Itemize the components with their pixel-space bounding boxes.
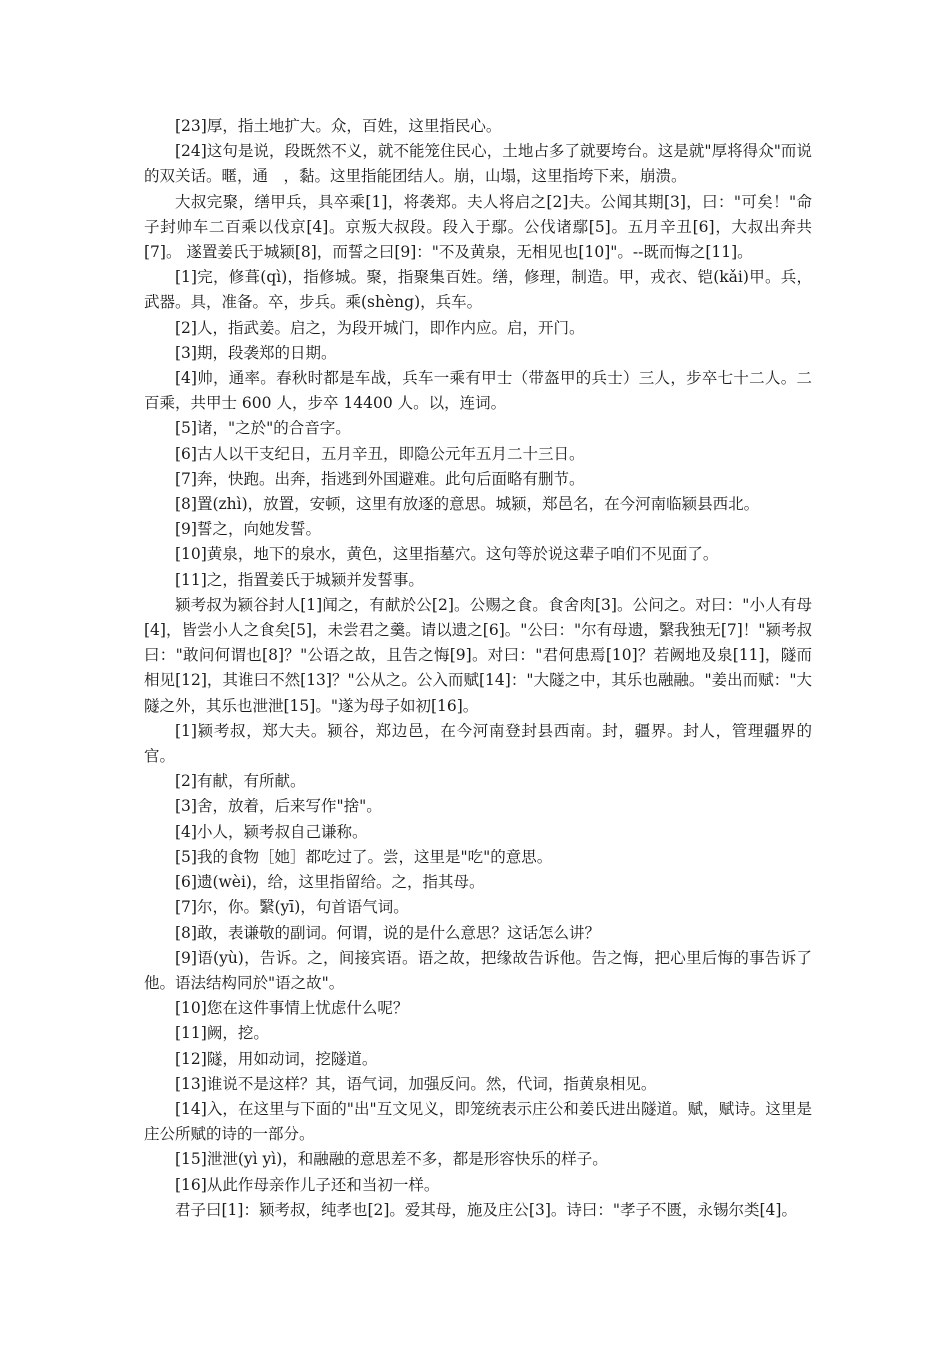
paragraph: [8]敢，表谦敬的副词。何谓，说的是什么意思？这话怎么讲？	[175, 923, 600, 942]
paragraph: [11]之，指置姜氏于城颍并发誓事。	[175, 570, 424, 589]
paragraph: [15]泄泄(yì yì)，和融融的意思差不多，都是形容快乐的样子。	[175, 1150, 608, 1169]
paragraph: [2]有献，有所献。	[175, 772, 306, 791]
paragraph: [8]置(zhì)，放置，安顿，这里有放逐的意思。城颍，郑邑名，在今河南临颍县西北。	[175, 495, 760, 514]
paragraph: [23]厚，指土地扩大。众，百姓，这里指民心。	[175, 117, 502, 135]
paragraph: 颍考叔为颍谷封人[1]闻之，有献於公[2]。公赐之食。食舍肉[3]。公问之。对曰："小人有母[4]，皆尝小人之食矣[5]，未尝君之羹。请以遗之[6]。"公曰："尔有母遗，繄我独无[7]！"颍考叔曰："敢问何谓也[8]？"公语之故，且告之悔[9]。对曰："君何患焉[10]？若阙地及泉[11]，隧而相见[12]，其谁曰不然[13]？"公从之。公入而赋[14]："大隧之中，其乐也融融。"姜出而赋："大隧之外，其乐也泄泄[15]。"遂为母子如初[16]。	[144, 595, 812, 715]
paragraph: [3]期，段袭郑的日期。	[175, 343, 337, 362]
document-page	[144, 114, 812, 1223]
paragraph: [2]人，指武姜。启之，为段开城门，即作内应。启，开门。	[175, 318, 585, 337]
paragraph: [9]誓之，向她发誓。	[175, 520, 321, 539]
paragraph: [10]黄泉，地下的泉水，黄色，这里指墓穴。这句等於说这辈子咱们不见面了。	[175, 545, 719, 564]
paragraph: [6]遗(wèi)，给，这里指留给。之，指其母。	[175, 873, 485, 892]
paragraph: [14]入，在这里与下面的"出"互文见义，即笼统表示庄公和姜氏进出隧道。赋，赋诗。这里是庄公所赋的诗的一部分。	[144, 1099, 812, 1144]
paragraph: 君子曰[1]：颍考叔，纯孝也[2]。爱其母，施及庄公[3]。诗曰："孝子不匮，永锡尔类[4]。	[175, 1200, 797, 1219]
paragraph: [1]颍考叔，郑大夫。颍谷，郑边邑，在今河南登封县西南。封，疆界。封人，管理疆界的官。	[144, 721, 812, 766]
paragraph: [13]谁说不是这样？其，语气词，加强反问。然，代词，指黄泉相见。	[175, 1074, 657, 1093]
paragraph: [24]这句是说，段既然不义，就不能笼住民心，土地占多了就要垮台。这是就"厚将得众"而说的双关话。暱，通 ，黏。这里指能团结人。崩，山塌，这里指垮下来，崩溃。	[144, 142, 812, 186]
paragraph: 大叔完聚，缮甲兵，具卒乘[1]，将袭郑。夫人将启之[2]夫。公闻其期[3]，曰："可矣！"命子封帅车二百乘以伐京[4]。京叛大叔段。段入于鄢。公伐诸鄢[5]。五月辛丑[6]，大叔出奔共[7]。 遂置姜氏于城颍[8]，而誓之曰[9]："不及黄泉，无相见也[10]"。--既而悔之[11]。	[144, 192, 812, 262]
paragraph: [1]完，修葺(qì)，指修城。聚，指聚集百姓。缮，修理，制造。甲，戎衣、铠(kǎi)甲。兵，武器。具，准备。卒，步兵。乘(shèng)，兵车。	[144, 268, 812, 312]
paragraph: [16]从此作母亲作儿子还和当初一样。	[175, 1175, 440, 1194]
paragraph: [10]您在这件事情上忧虑什么呢？	[175, 999, 409, 1018]
paragraph: [12]隧，用如动词，挖隧道。	[175, 1049, 378, 1068]
paragraph: [4]小人，颍考叔自己谦称。	[175, 822, 368, 841]
paragraph: [5]我的食物［她］都吃过了。尝，这里是"吃"的意思。	[175, 847, 553, 866]
paragraph: [4]帅，通率。春秋时都是车战，兵车一乘有甲士（带盔甲的兵士）三人，步卒七十二人。二百乘，共甲士 600 人，步卒 14400 人。以，连词。	[144, 369, 812, 413]
paragraph: [3]舍，放着，后来写作"捨"。	[175, 797, 382, 816]
paragraph: [9]语(yù)，告诉。之，间接宾语。语之故，把缘故告诉他。告之悔，把心里后悔的事告诉了他。语法结构同於"语之故"。	[144, 948, 812, 992]
paragraph: [7]奔，快跑。出奔，指逃到外国避难。此句后面略有删节。	[175, 469, 585, 488]
paragraph: [7]尔，你。繄(yī)，句首语气词。	[175, 898, 409, 917]
paragraph: [11]阙，挖。	[175, 1024, 269, 1043]
paragraph: [6]古人以干支纪日，五月辛丑，即隐公元年五月二十三日。	[175, 444, 585, 463]
paragraph: [5]诸，"之於"的合音字。	[175, 419, 351, 438]
